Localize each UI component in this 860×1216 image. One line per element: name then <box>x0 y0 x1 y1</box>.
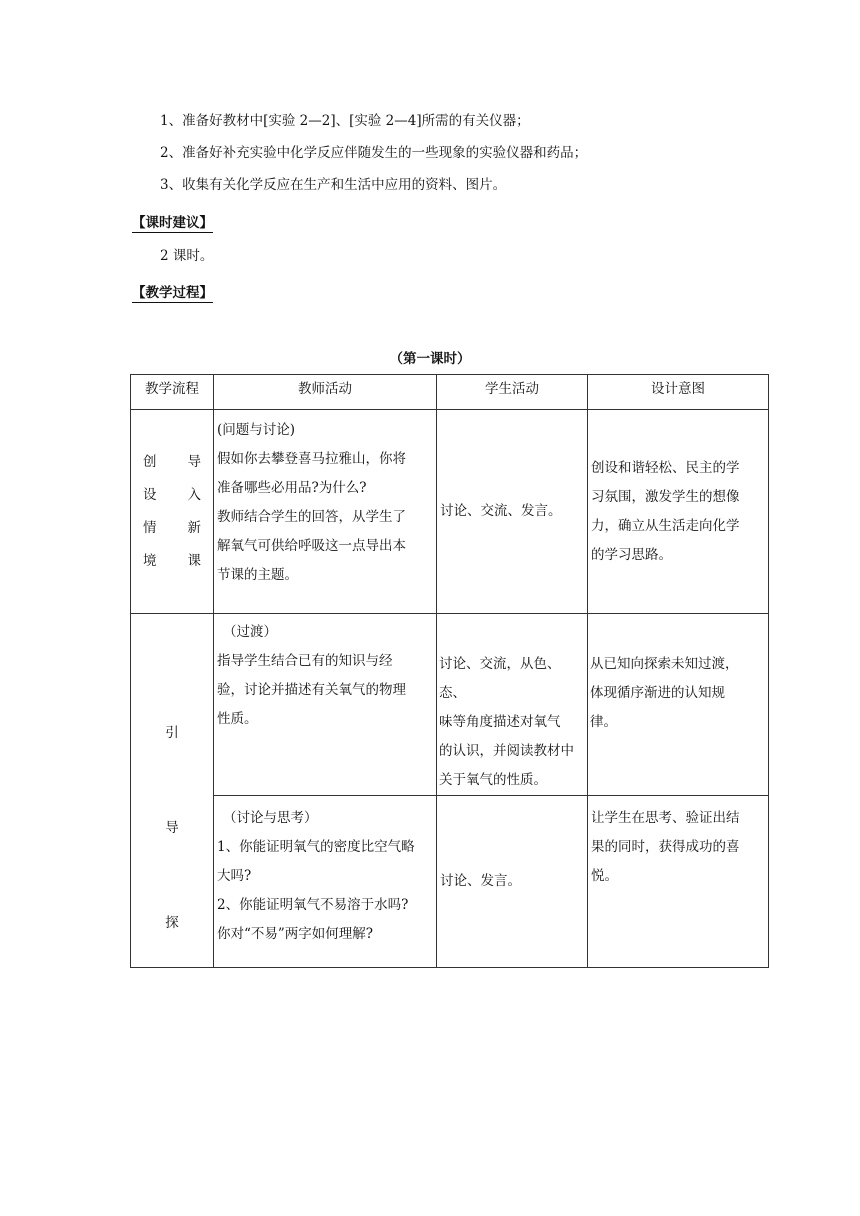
text-line: 假如你去攀登喜马拉雅山，你将 <box>217 451 406 467</box>
design-intent-cell <box>588 410 769 614</box>
text-line: 让学生在思考、验证出结 <box>591 810 740 826</box>
text-line: 果的同时，获得成功的喜 <box>591 839 740 855</box>
text-line: 2、你能证明氧气不易溶于水吗? <box>217 897 409 913</box>
stage-cell <box>131 410 214 614</box>
keshi-text: 2 课时。 <box>160 248 214 264</box>
table-row <box>131 796 769 968</box>
text-line: 节课的主题。 <box>217 567 298 583</box>
stage-char: 设 <box>143 486 157 503</box>
text-line: 律。 <box>590 714 617 730</box>
table-row <box>131 614 769 796</box>
text-line: 的认识，并阅读教材中 <box>439 743 574 759</box>
student-activity-cell: 讨论、发言。 <box>437 796 588 968</box>
header-cell: 学生活动 <box>437 375 588 410</box>
text-line: 解氧气可供给呼吸这一点导出本 <box>217 538 406 554</box>
text-line: 关于氧气的性质。 <box>439 772 547 788</box>
text-line: 验，讨论并描述有关氧气的物理 <box>217 682 406 698</box>
header-cell: 教师活动 <box>214 375 437 410</box>
text-line: 性质。 <box>217 711 258 727</box>
teacher-activity-cell <box>214 614 437 796</box>
text-line: 味等角度描述对氧气 <box>439 714 561 730</box>
prep-item: 3、收集有关化学反应在生产和生活中应用的资料、图片。 <box>160 177 507 193</box>
design-intent-cell <box>588 796 769 968</box>
student-activity-cell: 讨论、交流、发言。 <box>437 410 588 614</box>
table-row <box>131 410 769 614</box>
student-activity-cell <box>437 614 588 796</box>
table-title: （第一课时） <box>389 351 471 367</box>
design-intent-cell <box>588 614 769 796</box>
preparation-list <box>160 110 587 206</box>
text-line: 习氛围，激发学生的想像 <box>591 488 740 505</box>
header-cell: 设计意图 <box>588 375 769 410</box>
header-cell: 教学流程 <box>131 375 214 410</box>
text-line: 准备哪些必用品?为什么? <box>217 480 367 496</box>
section-heading-keshi: 【课时建议】 <box>132 215 213 231</box>
text-line: 力，确立从生活走向化学 <box>591 517 740 534</box>
text-line: 你对“不易”两字如何理解? <box>217 926 374 942</box>
text-line: 体现循序渐进的认知规 <box>590 685 725 701</box>
text-line: 讨论、交流，从色、态、 <box>439 656 561 701</box>
text-line: 教师结合学生的回答，从学生了 <box>217 509 406 525</box>
text-line: 的学习思路。 <box>591 546 672 563</box>
text-line: 创设和谐轻松、民主的学 <box>591 459 740 476</box>
teacher-activity-cell <box>214 410 437 614</box>
stage-char: 入 <box>187 486 201 503</box>
stage-char: 引 <box>165 725 179 741</box>
stage-char: 导 <box>165 820 179 836</box>
text-line: 从已知向探索未知过渡， <box>590 656 739 672</box>
stage-char: 新 <box>187 519 201 536</box>
section-heading-jiaoxue: 【教学过程】 <box>132 285 213 301</box>
prep-item: 1、准备好教材中[实验 2—2]、[实验 2—4]所需的有关仪器； <box>160 113 530 129</box>
table-header-row <box>131 375 769 410</box>
teacher-activity-cell <box>214 796 437 968</box>
stage-char: 创 <box>143 453 157 470</box>
prep-item: 2、准备好补充实验中化学反应伴随发生的一些现象的实验仪器和药品； <box>160 145 588 161</box>
stage-char: 课 <box>187 552 201 569</box>
stage-char: 情 <box>143 519 157 536</box>
text-line: 1、你能证明氧气的密度比空气略 <box>217 839 415 855</box>
stage-char: 导 <box>187 453 201 470</box>
stage-cell <box>131 614 214 968</box>
text-line: （讨论与思考） <box>223 810 318 826</box>
text-line: 大吗? <box>217 868 252 884</box>
text-line: (问题与讨论) <box>217 422 296 438</box>
stage-char: 境 <box>143 552 157 569</box>
stage-char: 探 <box>165 915 179 931</box>
text-line: （过渡） <box>223 624 277 640</box>
lesson-table <box>130 374 769 968</box>
text-line: 指导学生结合已有的知识与经 <box>217 653 393 669</box>
text-line: 悦。 <box>591 868 618 884</box>
